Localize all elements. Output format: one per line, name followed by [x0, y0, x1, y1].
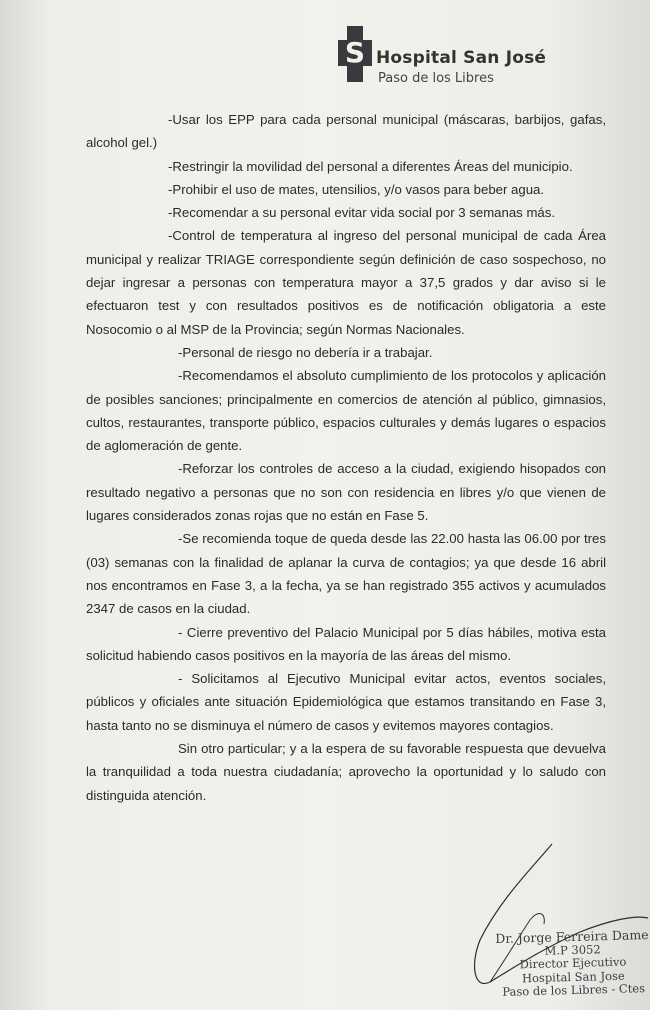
paragraph-mates: -Prohibir el uso de mates, utensilios, y/o vasos para beber agua. — [168, 181, 545, 197]
paragraph-risk-staff: -Personal de riesgo no debería ir a trabajar. — [178, 344, 433, 360]
logo-letter: S — [344, 36, 366, 69]
paragraph-events: - Solicitamos al Ejecutivo Municipal evitar actos, eventos sociales, públicos y oficiales ante situación Epidemiológica que estamos transitando en Fase 3, hasta tanto no se disminuya el número de casos y evitemos mayores contagios. — [86, 671, 606, 733]
letter-body — [86, 108, 606, 807]
paragraph-curfew: -Se recomienda toque de queda desde las 22.00 hasta las 06.00 por tres (03) semanas con la finalidad de aplanar la curva de contagios; ya que desde 16 abril nos encontramos en Fase 3, a la fecha, ya se han registrado 355 activos y acumulados 2347 de casos en la ciudad. — [86, 531, 606, 617]
paragraph-mobility: -Restringir la movilidad del personal a diferentes Áreas del municipio. — [168, 158, 573, 174]
hospital-logo — [338, 26, 578, 86]
paragraph-closing: Sin otro particular; y a la espera de su favorable respuesta que devuelva la tranquilidad a toda nuestra ciudadanía; aprovecho la oportunidad y lo saludo con distinguida atención. — [86, 741, 606, 803]
paragraph-social: -Recomendar a su personal evitar vida social por 3 semanas más. — [168, 205, 556, 221]
stamp-city: Paso de los Libres - Ctes — [502, 981, 646, 999]
stamp-name: Dr. Jorge Ferreira Dame — [495, 927, 649, 947]
hospital-logo-icon — [338, 26, 372, 82]
stamp-role: Director Ejecutivo — [519, 954, 627, 972]
signature-stamp — [495, 928, 650, 1000]
hospital-name: Hospital San José — [376, 48, 547, 68]
stamp-registration: M.P 3052 — [544, 941, 601, 958]
paragraph-protocols: -Recomendamos el absoluto cumplimiento de los protocolos y aplicación de posibles sanciones; principalmente en comercios de atención al público, gimnasios, cultos, restaurantes, transporte público, espacios culturales y demás lugares o espacios de aglomeración de gente. — [86, 368, 606, 454]
hospital-city: Paso de los Libres — [378, 71, 494, 86]
paragraph-closure: - Cierre preventivo del Palacio Municipal por 5 días hábiles, motiva esta solicitud habiendo casos positivos en la mayoría de las áreas del mismo. — [86, 624, 606, 663]
stamp-institution: Hospital San Jose — [521, 968, 625, 985]
paragraph-access-control: -Reforzar los controles de acceso a la ciudad, exigiendo hisopados con resultado negativo a personas que no son con residencia en libres y/o que vienen de lugares considerados zonas rojas que no están en Fase 5. — [86, 461, 606, 524]
paragraph-epp: -Usar los EPP para cada personal municipal (máscaras, barbijos, gafas, alcohol gel.) — [86, 112, 606, 151]
paragraph-temperature: -Control de temperatura al ingreso del personal municipal de cada Área municipal y realizar TRIAGE correspondiente según definición de caso sospechoso, no dejar ingresar a personas con temperatura mayor a 37,5 grados y dar aviso si le efectuaron test y con resultados positivos es de notificación obligatoria a este Nosocomio o al MSP de la Provincia; según Normas Nacionales. — [86, 228, 606, 337]
